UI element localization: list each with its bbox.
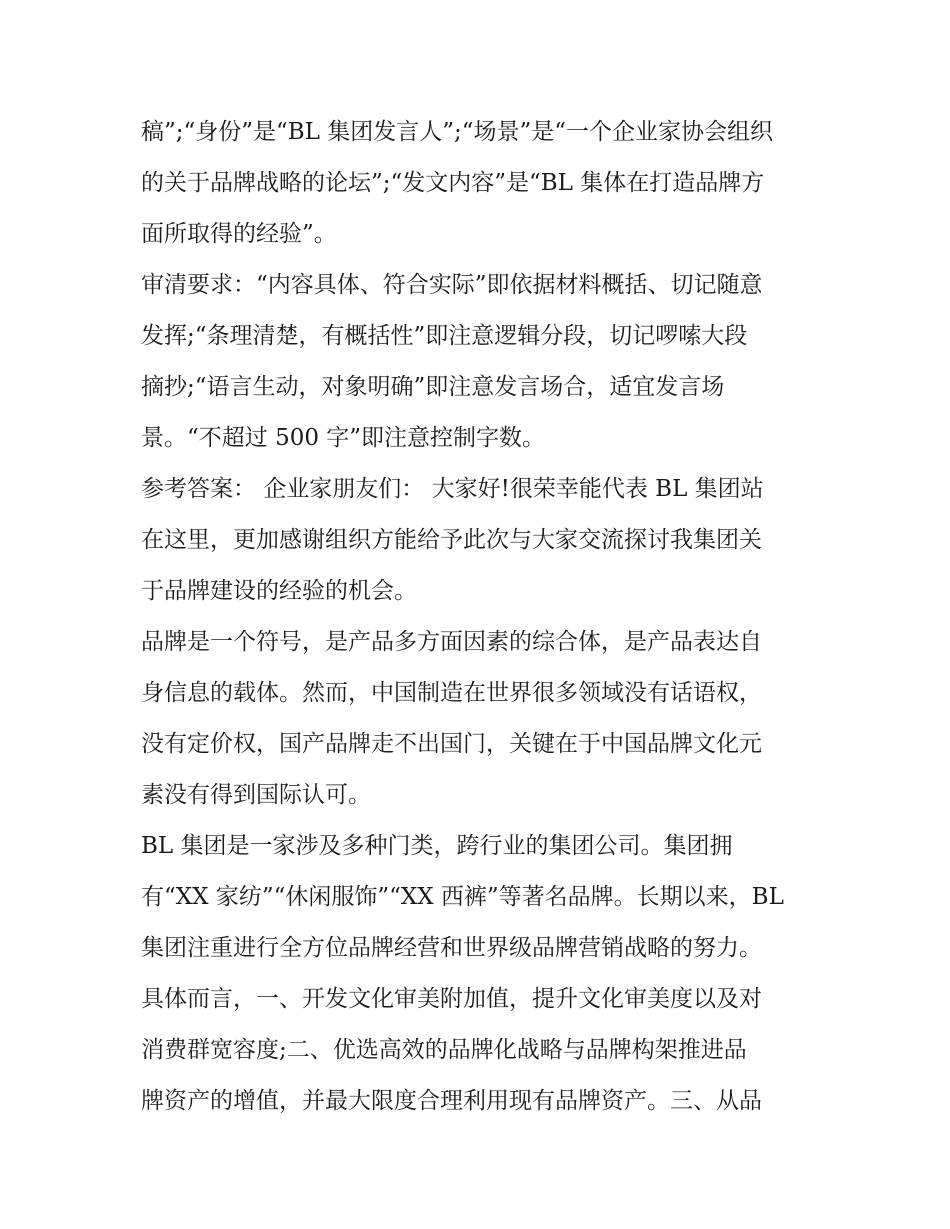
text-line: 的关于品牌战略的论坛”;“发文内容”是“BL 集体在打造品牌方 — [141, 170, 765, 196]
text-line: 景。“不超过 500 字”即注意控制字数。 — [141, 425, 546, 451]
text-line: 消费群宽容度;二、优选高效的品牌化战略与品牌构架推进品 — [141, 1037, 747, 1063]
text-line: 具体而言，一、开发文化审美附加值，提升文化审美度以及对 — [141, 986, 762, 1012]
text-line: 审清要求：“内容具体、符合实际”即依据材料概括、切记随意 — [141, 272, 763, 298]
text-line: 参考答案： 企业家朋友们： 大家好!很荣幸能代表 BL 集团站 — [141, 476, 764, 502]
text-line: 摘抄;“语言生动，对象明确”即注意发言场合，适宜发言场 — [141, 374, 725, 400]
text-line: 品牌是一个符号，是产品多方面因素的综合体，是产品表达自 — [141, 629, 762, 655]
text-line: 发挥;“条理清楚，有概括性”即注意逻辑分段，切记啰嗦大段 — [141, 323, 748, 349]
text-line: 有“XX 家纺”“休闲服饰”“XX 西裤”等著名品牌。长期以来，BL — [141, 884, 784, 910]
text-line: BL 集团是一家涉及多种门类，跨行业的集团公司。集团拥 — [141, 833, 733, 859]
text-line: 集团注重进行全方位品牌经营和世界级品牌营销战略的努力。 — [141, 935, 762, 961]
text-line: 素没有得到国际认可。 — [141, 782, 371, 808]
text-line: 身信息的载体。然而，中国制造在世界很多领域没有话语权， — [141, 680, 762, 706]
text-line: 面所取得的经验”。 — [141, 221, 337, 247]
document-body — [141, 107, 821, 1127]
text-line: 牌资产的增值，并最大限度合理利用现有品牌资产。三、从品 — [141, 1088, 762, 1114]
text-line: 在这里，更加感谢组织方能给予此次与大家交流探讨我集团关 — [141, 527, 762, 553]
text-line: 稿”;“身份”是“BL 集团发言人”;“场景”是“一个企业家协会组织 — [141, 119, 774, 145]
text-line: 于品牌建设的经验的机会。 — [141, 578, 417, 604]
text-line: 没有定价权，国产品牌走不出国门，关键在于中国品牌文化元 — [141, 731, 762, 757]
